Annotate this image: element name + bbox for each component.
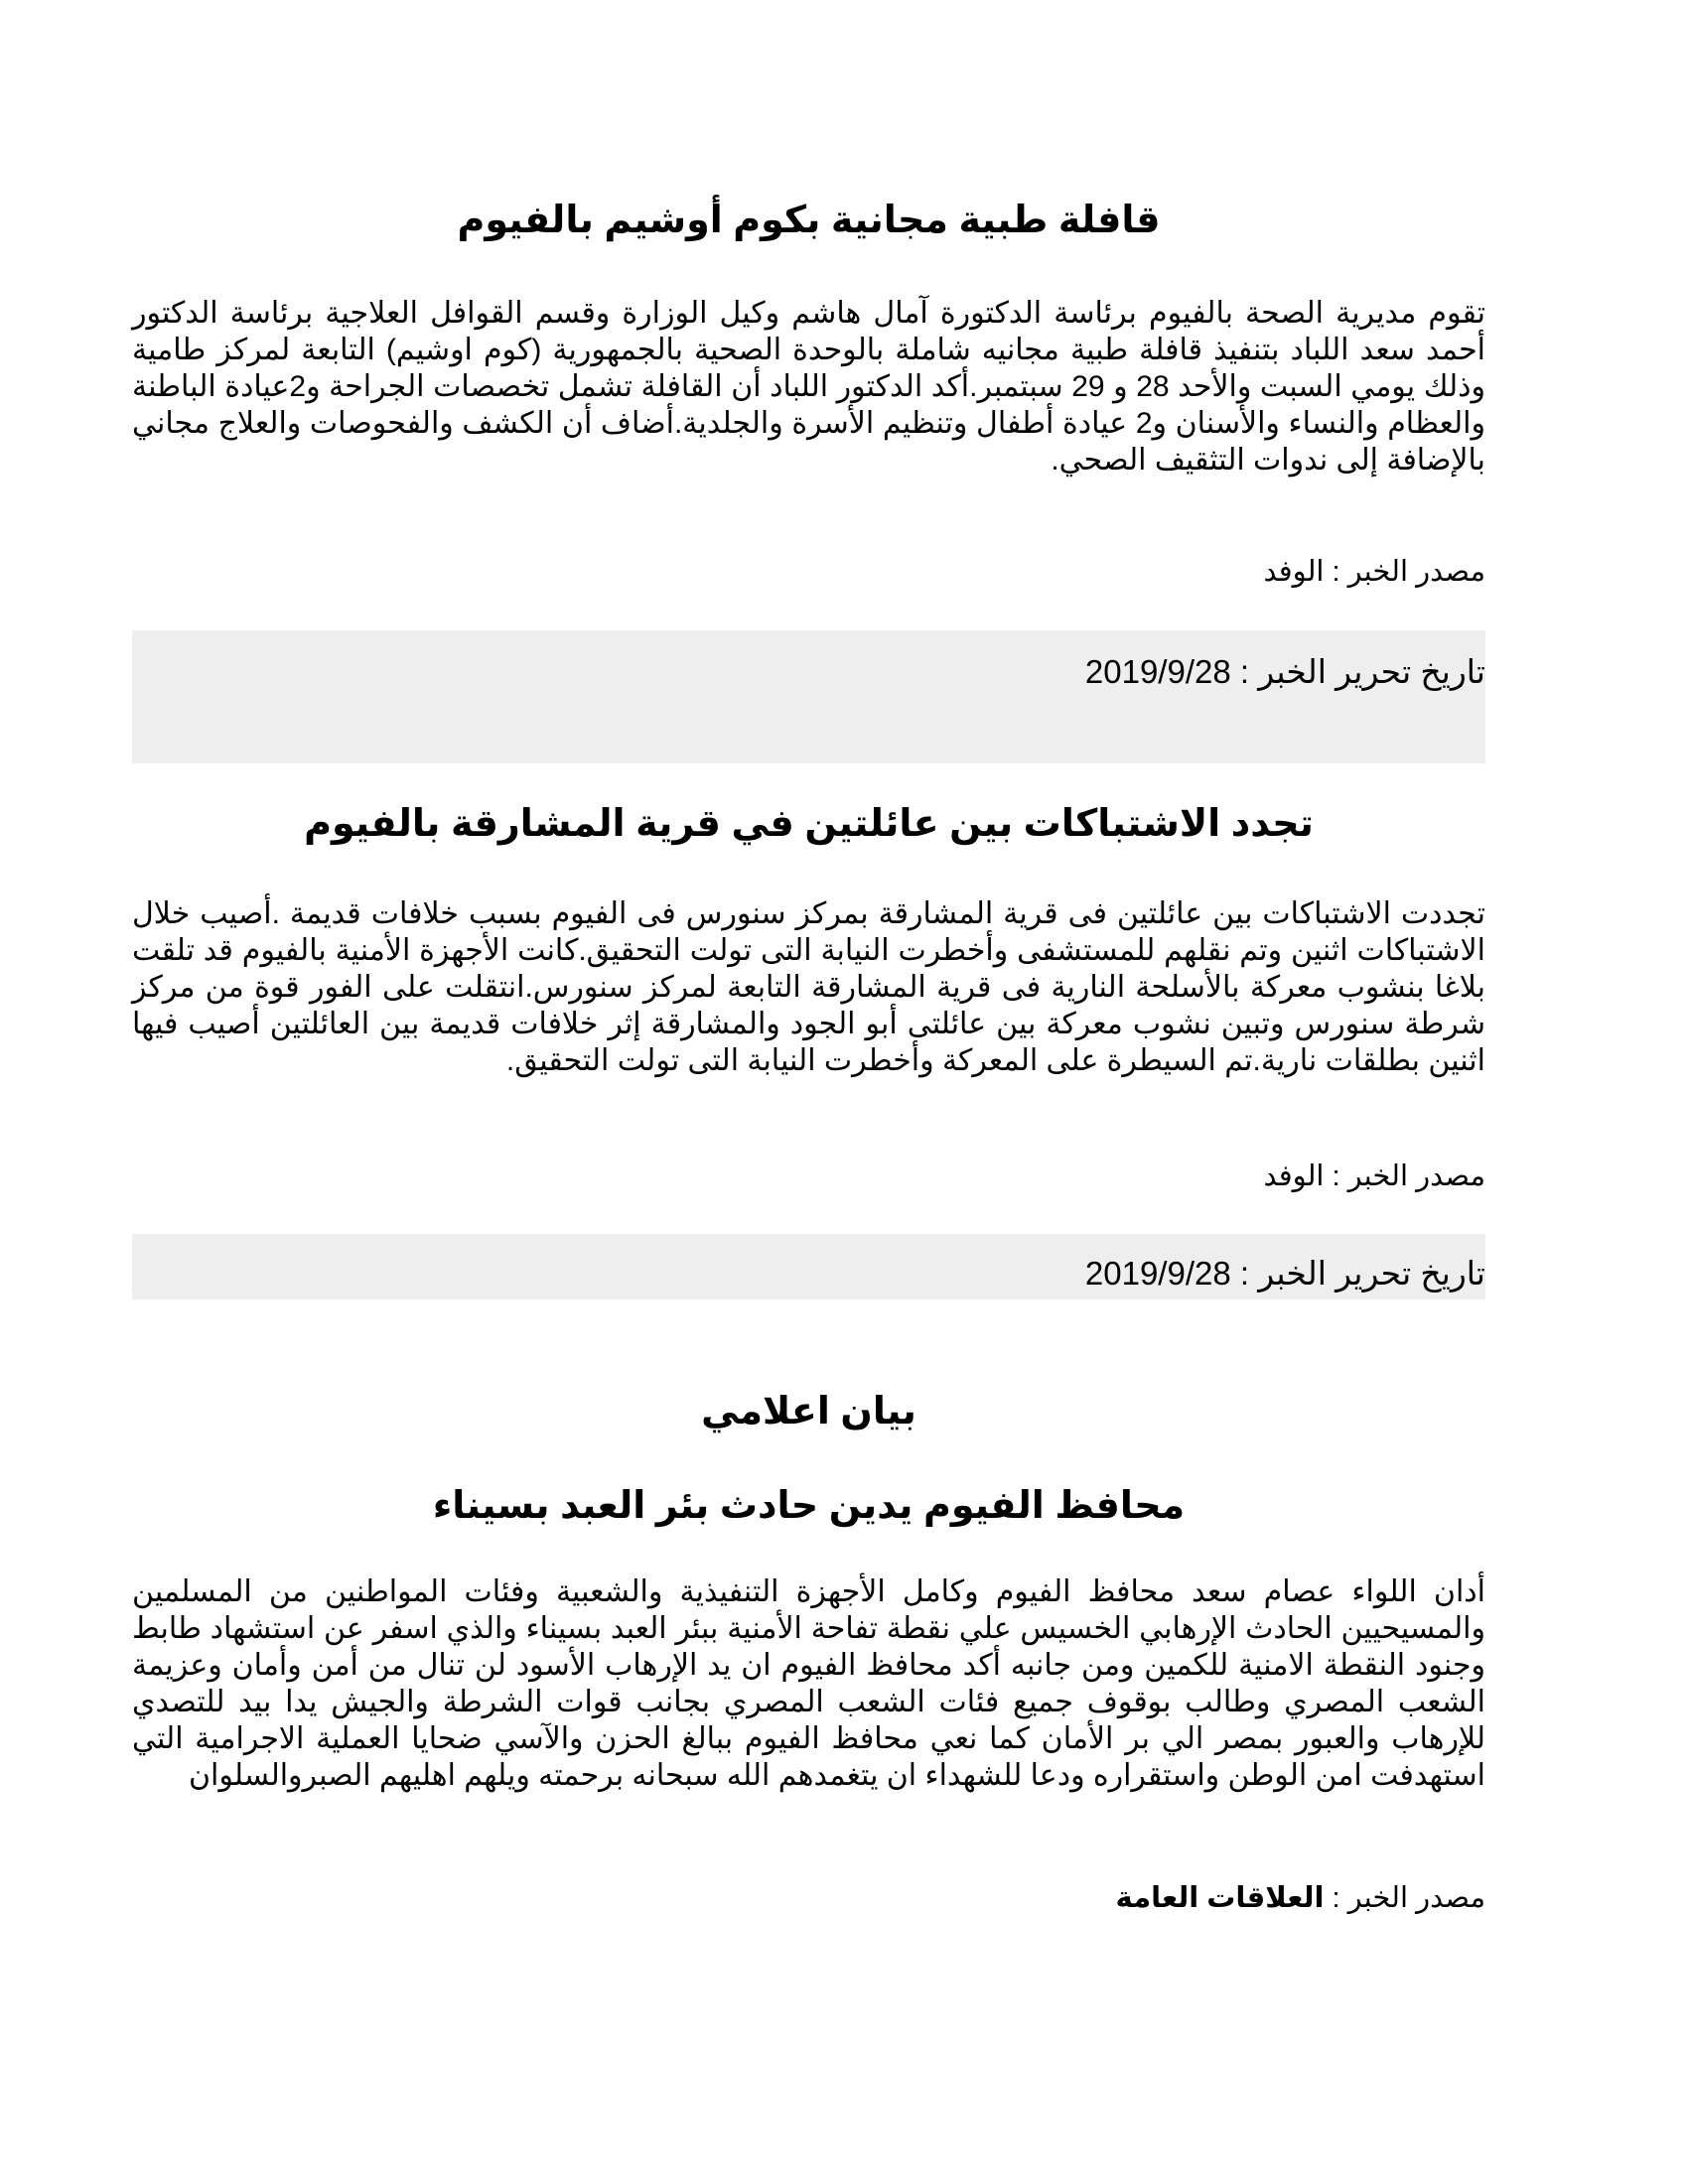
article-1-date-box bbox=[132, 630, 1485, 763]
date-label: تاريخ تحرير الخبر : bbox=[1239, 653, 1485, 690]
date-label: تاريخ تحرير الخبر : bbox=[1239, 1255, 1485, 1292]
press-release-heading: بيان اعلامي bbox=[701, 1391, 916, 1433]
source-value: العلاقات العامة bbox=[1115, 1882, 1325, 1914]
article-1-source bbox=[132, 554, 1485, 590]
source-label: مصدر الخبر : bbox=[1332, 1160, 1485, 1192]
date-value: 2019/9/28 bbox=[1084, 653, 1231, 690]
source-value: الوفد bbox=[1263, 556, 1325, 588]
article-2-date bbox=[1085, 1254, 1485, 1294]
article-1-title: قافلة طبية مجانية بكوم أوشيم بالفيوم bbox=[457, 200, 1161, 241]
article-2-date-box bbox=[132, 1234, 1485, 1299]
article-3-body: أدان اللواء عصام سعد محافظ الفيوم وكامل الأجهزة التنفيذية والشعبية وفئات المواطنين من المسلمين والمسيحيين الحادث الإرهابي الخسيس علي نقطة تفاحة الأمنية ببئر العبد بسيناء والذي اسفر عن استشهاد طابط وجنود النقطة الامنية للكمين ومن جانبه أكد محافظ الفيوم ان يد الإرهاب الأسود لن تنال من أمن وأمان وعزيمة الشعب المصري وطالب بوقوف جميع فئات الشعب المصري بجانب قوات الشرطة والجيش يدا بيد للتصدي للإرهاب والعبور بمصر الي بر الأمان كما نعي محافظ الفيوم ببالغ الحزن والآسي ضحايا العملية الاجرامية التي استهدفت امن الوطن واستقراره ودعا للشهداء ان يتغمدهم الله سبحانه برحمته ويلهم اهليهم الصبروالسلوان bbox=[132, 1575, 1485, 1792]
article-2-source bbox=[132, 1159, 1485, 1194]
source-label: مصدر الخبر : bbox=[1332, 1882, 1485, 1914]
article-3-title: محافظ الفيوم يدين حادث بئر العبد بسيناء bbox=[432, 1485, 1186, 1527]
article-2-title: تجدد الاشتباكات بين عائلتين في قرية المشارقة بالفيوم bbox=[304, 803, 1314, 845]
article-2-body: تجددت الاشتباكات بين عائلتين فى قرية المشارقة بمركز سنورس فى الفيوم بسبب خلافات قديمة .أصيب خلال الاشتباكات اثنين وتم نقلهم للمستشفى وأخطرت النيابة التى تولت التحقيق.كانت الأجهزة الأمنية بالفيوم قد تلقت بلاغا بنشوب معركة بالأسلحة النارية فى قرية المشارقة التابعة لمركز سنورس.انتقلت على الفور قوة من مركز شرطة سنورس وتبين نشوب معركة بين عائلتى أبو الجود والمشارقة إثر خلافات قديمة بين العائلتين أصيب فيها اثنين بطلقات نارية.تم السيطرة على المعركة وأخطرت النيابة التى تولت التحقيق. bbox=[132, 897, 1485, 1077]
date-value: 2019/9/28 bbox=[1084, 1255, 1231, 1292]
article-1-date bbox=[1085, 652, 1485, 692]
source-label: مصدر الخبر : bbox=[1332, 556, 1485, 588]
source-value: الوفد bbox=[1263, 1160, 1325, 1192]
article-3-source bbox=[132, 1880, 1485, 1916]
article-1-body: تقوم مديرية الصحة بالفيوم برئاسة الدكتورة آمال هاشم وكيل الوزارة وقسم القوافل العلاجية برئاسة الدكتور أحمد سعد اللباد بتنفيذ قافلة طبية مجانيه شاملة بالوحدة الصحية بالجمهورية (كوم اوشيم) التابعة لمركز طامية وذلك يومي السبت والأحد 28 و 29 سبتمبر.أكد الدكتور اللباد أن القافلة تشمل تخصصات الجراحة و2عيادة الباطنة والعظام والنساء والأسنان و2 عيادة أطفال وتنظيم الأسرة والجلدية.أضاف أن الكشف والفحوصات والعلاج مجاني بالإضافة إلى ندوات التثقيف الصحي. bbox=[132, 297, 1485, 477]
